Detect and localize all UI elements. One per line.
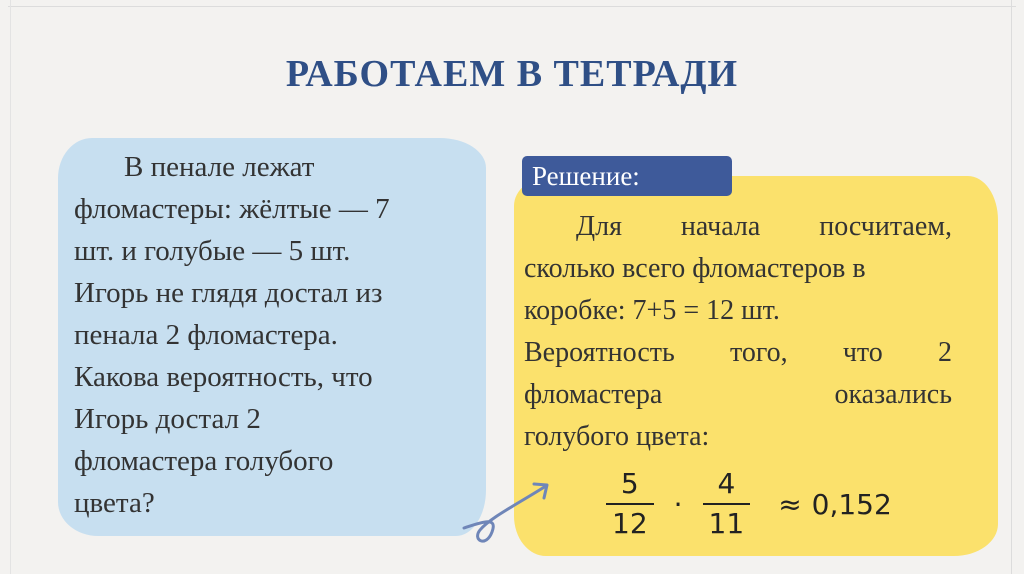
- frame-top-line: [8, 6, 1016, 7]
- solution-line: голубого цвета:: [524, 421, 710, 452]
- problem-line: Игорь не глядя достал из: [74, 277, 383, 309]
- solution-line: коробке: 7+5 = 12 шт.: [524, 295, 780, 326]
- problem-line: Игорь достал 2: [74, 403, 261, 435]
- approx-sign: ≈: [778, 487, 802, 521]
- solution-word: Для: [576, 211, 622, 242]
- problem-line: шт. и голубые — 5 шт.: [74, 235, 351, 267]
- problem-line: цвета?: [74, 487, 155, 519]
- probability-formula: [600, 464, 892, 544]
- fraction-denominator: 12: [612, 507, 648, 540]
- fraction-bar: [606, 503, 654, 505]
- fraction-numerator: 5: [620, 467, 639, 500]
- fraction-four-elevenths: [703, 467, 751, 541]
- fraction-denominator: 11: [708, 507, 745, 540]
- fraction-numerator: 4: [717, 467, 736, 500]
- solution-line: [524, 374, 952, 416]
- problem-line: пенала 2 фломастера.: [74, 319, 338, 351]
- solution-word: посчитаем,: [819, 211, 952, 242]
- formula-result: 0,152: [811, 487, 892, 521]
- solution-word: начала: [680, 211, 761, 242]
- curly-arrow-icon: [458, 476, 558, 556]
- solution-word: что: [842, 337, 883, 368]
- slide-title: РАБОТАЕМ В ТЕТРАДИ: [285, 53, 739, 95]
- problem-line: фломастера голубого: [74, 445, 334, 477]
- solution-word: оказались: [834, 379, 952, 410]
- problem-line: В пенале лежат: [124, 151, 315, 183]
- solution-word: 2: [937, 337, 952, 368]
- problem-line: фломастеры: жёлтые — 7: [74, 193, 390, 225]
- solution-text: [524, 206, 952, 458]
- fraction-five-twelfths: [606, 467, 654, 541]
- solution-line: [524, 332, 952, 374]
- solution-word: того,: [730, 337, 788, 368]
- fraction-bar: [703, 503, 751, 505]
- solution-label: Решение:: [522, 156, 732, 196]
- solution-line: сколько всего фломастеров в: [524, 253, 866, 284]
- multiply-dot: ·: [673, 487, 683, 521]
- solution-word: Вероятность: [524, 337, 675, 368]
- problem-line: Какова вероятность, что: [74, 361, 373, 393]
- solution-line: [524, 206, 952, 248]
- solution-word: фломастера: [524, 379, 663, 410]
- problem-text: [74, 146, 474, 524]
